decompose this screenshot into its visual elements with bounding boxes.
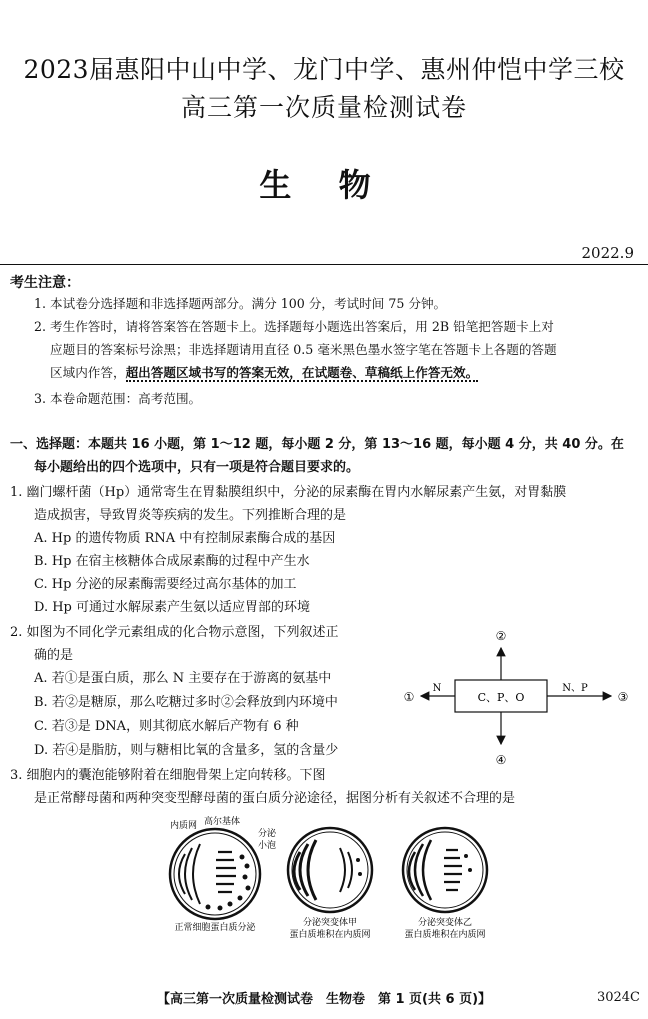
header-divider <box>0 264 648 265</box>
q2-stem-line2: 确的是 <box>34 648 74 663</box>
exam-date: 2022.9 <box>581 244 634 262</box>
caption-mutant-b-line1: 分泌突变体乙 <box>417 918 473 928</box>
notice-item-2-end <box>50 362 478 383</box>
q2-option-b: B. 若②是糖原，那么吃糖过多时②会释放到内环境中 <box>34 695 338 710</box>
q2-element-diagram <box>395 620 645 770</box>
notice-item-3: 3. 本卷命题范围：高考范围。 <box>34 391 202 406</box>
q1-stem-line2: 造成损害，导致胃炎等疾病的发生。下列推断合理的是 <box>34 508 347 523</box>
q1-option-b: B. Hp 在宿主核糖体合成尿素酶的过程中产生水 <box>34 554 310 569</box>
label-vesicle-line1: 分泌 <box>258 829 277 839</box>
notice-emphasis: 超出答题区域书写的答案无效，在试题卷、草稿纸上作答无效。 <box>125 365 479 380</box>
q1-option-c: C. Hp 分泌的尿素酶需要经过高尔基体的加工 <box>34 577 297 592</box>
section-header-line1: 一、选择题：本题共 16 小题，第 1～12 题，每小题 2 分，第 13～16 题，每小题 4 分，共 40 分。在 <box>10 437 624 452</box>
mutant-a-cell <box>288 828 372 912</box>
compound-2-label: ② <box>495 629 507 643</box>
q3-stem-line2: 是正常酵母菌和两种突变型酵母菌的蛋白质分泌途径，据图分析有关叙述不合理的是 <box>34 791 516 806</box>
arrow-3-element-label: N、P <box>562 683 588 694</box>
q3-yeast-secretion-figure <box>150 812 510 947</box>
q1-stem-line1: 1. 幽门螺杆菌（Hp）通常寄生在胃黏膜组织中，分泌的尿素酶在胃内水解尿素产生氨，对胃黏膜 <box>10 485 567 500</box>
compound-4-label: ④ <box>495 753 507 767</box>
caption-mutant-a-line1: 分泌突变体甲 <box>302 918 358 928</box>
q2-option-a: A. 若①是蛋白质，那么 N 主要存在于游离的氨基中 <box>34 671 332 686</box>
caption-normal: 正常细胞蛋白质分泌 <box>174 923 256 933</box>
subject-title: 生 物 <box>259 166 389 204</box>
label-er: 内质网 <box>170 821 198 831</box>
exam-code: 3024C <box>596 990 640 1005</box>
q1-option-a: A. Hp 的遗传物质 RNA 中有控制尿素酶合成的基因 <box>34 531 336 546</box>
label-vesicle-line2: 小泡 <box>258 841 277 851</box>
q2-stem-line1: 2. 如图为不同化学元素组成的化合物示意图，下列叙述正 <box>10 625 339 640</box>
mutant-b-cell <box>403 828 487 912</box>
normal-cell <box>170 829 260 919</box>
caption-mutant-a-line2: 蛋白质堆积在内质网 <box>289 930 371 940</box>
caption-mutant-b-line2: 蛋白质堆积在内质网 <box>404 930 486 940</box>
compound-box-label: C、P、O <box>477 691 525 704</box>
notice-item-2-plain: 区域内作答， <box>50 365 126 380</box>
label-golgi: 高尔基体 <box>204 817 241 827</box>
section-header-line2: 每小题给出的四个选项中，只有一项是符合题目要求的。 <box>34 460 360 475</box>
compound-1-label: ① <box>403 690 415 704</box>
compound-3-label: ③ <box>617 690 629 704</box>
arrow-1-element-label: N <box>432 683 442 694</box>
q2-option-d: D. 若④是脂肪，则与糖相比氧的含量多，氢的含量少 <box>34 743 339 758</box>
q1-option-d: D. Hp 可通过水解尿素产生氨以适应胃部的环境 <box>34 600 311 615</box>
notice-item-2-cont: 应题目的答案标号涂黑；非选择题请用直径 0.5 毫米黑色墨水签字笔在答题卡上各题的答题 <box>50 342 557 357</box>
exam-title-line2: 高三第一次质量检测试卷 <box>180 93 467 122</box>
notice-item-1: 1. 本试卷分选择题和非选择题两部分。满分 100 分，考试时间 75 分钟。 <box>34 296 447 311</box>
notice-item-2: 2. 考生作答时，请将答案答在答题卡上。选择题每小题选出答案后，用 2B 铅笔把答题卡上对 <box>34 319 554 334</box>
page-footer: 【高三第一次质量检测试卷 生物卷 第 1 页(共 6 页)】 <box>156 992 492 1007</box>
q3-stem-line1: 3. 细胞内的囊泡能够附着在细胞骨架上定向转移。下图 <box>10 768 326 783</box>
q2-option-c: C. 若③是 DNA，则其彻底水解后产物有 6 种 <box>34 719 299 734</box>
notice-title: 考生注意： <box>10 275 80 291</box>
exam-title-line1: 2023届惠阳中山中学、龙门中学、惠州仲恺中学三校 <box>23 55 625 84</box>
